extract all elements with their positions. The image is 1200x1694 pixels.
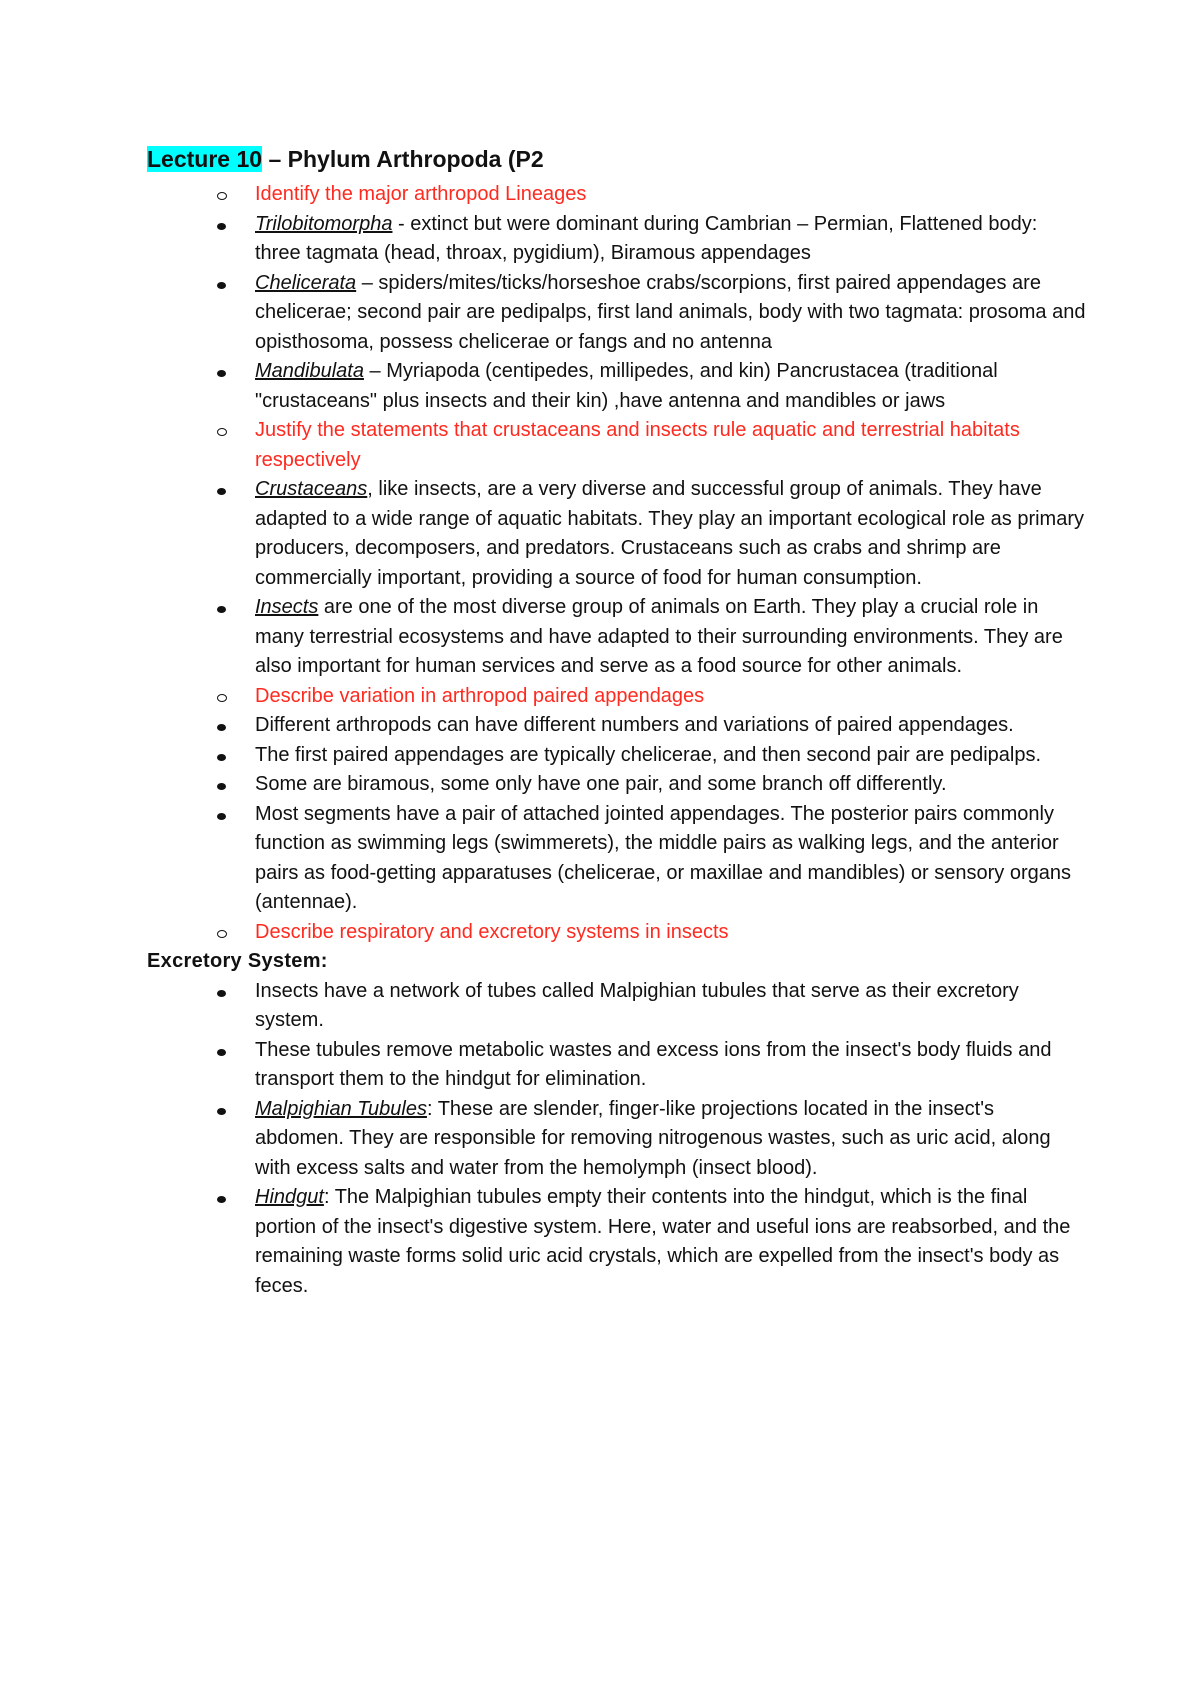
term-description: – spiders/mites/ticks/horseshoe crabs/scorpions, first paired appendages are chelicerae; second pair are pedipalps, first land animals, body with two tagmata: prosoma and opisthosoma, possess chelicerae or fangs and no antenna [255, 271, 1086, 353]
appendage-item [147, 741, 1087, 771]
term-description: - extinct but were dominant during Cambrian – Permian, Flattened body: three tagmata (head, throax, pygidium), Biramous appendages [255, 212, 1038, 264]
section-heading: Excretory System: [147, 950, 328, 972]
bullet-icon [217, 1183, 226, 1213]
bullet-icon [217, 269, 226, 299]
title-rest: – Phylum Arthropoda (P2 [262, 146, 544, 172]
term-description: , like insects, are a very diverse and successful group of animals. They have adapted to a wide range of aquatic habitats. They play an important ecological role as primary producers, decomposers, and predators. Crustaceans such as crabs and shrimp are commercially important, providing a source of food for human consumption. [255, 478, 1085, 589]
bullet-icon [217, 1095, 226, 1125]
term-label: Trilobitomorpha [255, 212, 393, 235]
objective-item [147, 416, 1087, 475]
bullet-icon [217, 357, 226, 387]
term-description: : The Malpighian tubules empty their contents into the hindgut, which is the final portion of the insect's digestive system. Here, water and useful ions are reabsorbed, and the remaining waste forms solid uric acid crystals, which are expelled from the insect's body as feces. [255, 1186, 1071, 1297]
objective-item [147, 682, 1087, 712]
hollow-bullet-icon [217, 416, 227, 446]
excretory-item [147, 977, 1087, 1036]
objective-text: Justify the statements that crustaceans and insects rule aquatic and terrestrial habitats respectively [255, 419, 1020, 471]
lineage-item [147, 210, 1087, 269]
appendage-item [147, 770, 1087, 800]
term-label: Crustaceans [255, 478, 368, 500]
habitat-item [147, 475, 1087, 593]
lecture-notes [147, 180, 1087, 1301]
bullet-icon [217, 741, 226, 771]
title-highlight: Lecture 10 [147, 146, 263, 172]
appendage-item [147, 800, 1087, 918]
objective-text: Describe variation in arthropod paired appendages [255, 684, 705, 707]
term-label: Mandibulata [255, 360, 364, 382]
hollow-bullet-icon [217, 682, 227, 712]
objective-item [147, 918, 1087, 948]
lineage-item [147, 269, 1087, 358]
appendage-item [147, 711, 1087, 741]
bullet-icon [217, 475, 226, 505]
bullet-icon [217, 210, 226, 240]
page-title [147, 144, 544, 174]
excretory-text: These tubules remove metabolic wastes and excess ions from the insect's body fluids and transport them to the hindgut for elimination. [255, 1038, 1052, 1090]
appendage-text: Most segments have a pair of attached jointed appendages. The posterior pairs commonly function as swimming legs (swimmerets), the middle pairs as walking legs, and the anterior pairs as food-getting apparatuses (chelicerae, or maxillae and mandibles) or sensory organs (antennae). [255, 802, 1071, 913]
bullet-icon [217, 711, 226, 741]
habitat-item [147, 593, 1087, 682]
hollow-bullet-icon [217, 918, 227, 948]
excretory-item [147, 1183, 1087, 1301]
objective-item [147, 180, 1087, 210]
bullet-icon [217, 770, 226, 800]
term-description: are one of the most diverse group of animals on Earth. They play a crucial role in many terrestrial ecosystems and have adapted to their surrounding environments. They are also important for human services and serve as a food source for other animals. [255, 596, 1063, 677]
bullet-icon [217, 1036, 226, 1066]
appendage-text: The first paired appendages are typically chelicerae, and then second pair are pedipalps. [255, 743, 1042, 766]
term-label: Malpighian Tubules [255, 1097, 427, 1120]
bullet-icon [217, 800, 226, 830]
term-description: : These are slender, finger-like projections located in the insect's abdomen. They are responsible for removing nitrogenous wastes, such as uric acid, along with excess salts and water from the hemolymph (insect blood). [255, 1097, 1051, 1179]
objective-text: Describe respiratory and excretory systems in insects [255, 920, 729, 943]
excretory-item [147, 1095, 1087, 1184]
term-description: – Myriapoda (centipedes, millipedes, and kin) Pancrustacea (traditional "crustaceans" plus insects and their kin) ,have antenna and mandibles or jaws [255, 360, 998, 412]
hollow-bullet-icon [217, 180, 227, 210]
term-label: Hindgut [255, 1186, 324, 1208]
bullet-icon [217, 977, 226, 1007]
excretory-text: Insects have a network of tubes called Malpighian tubules that serve as their excretory system. [255, 979, 1019, 1031]
excretory-item [147, 1036, 1087, 1095]
objective-text: Identify the major arthropod Lineages [255, 183, 587, 205]
lineage-item [147, 357, 1087, 416]
appendage-text: Different arthropods can have different numbers and variations of paired appendages. [255, 714, 1014, 736]
term-label: Insects [255, 596, 319, 618]
bullet-icon [217, 593, 226, 623]
appendage-text: Some are biramous, some only have one pair, and some branch off differently. [255, 773, 947, 795]
term-label: Chelicerata [255, 271, 357, 294]
